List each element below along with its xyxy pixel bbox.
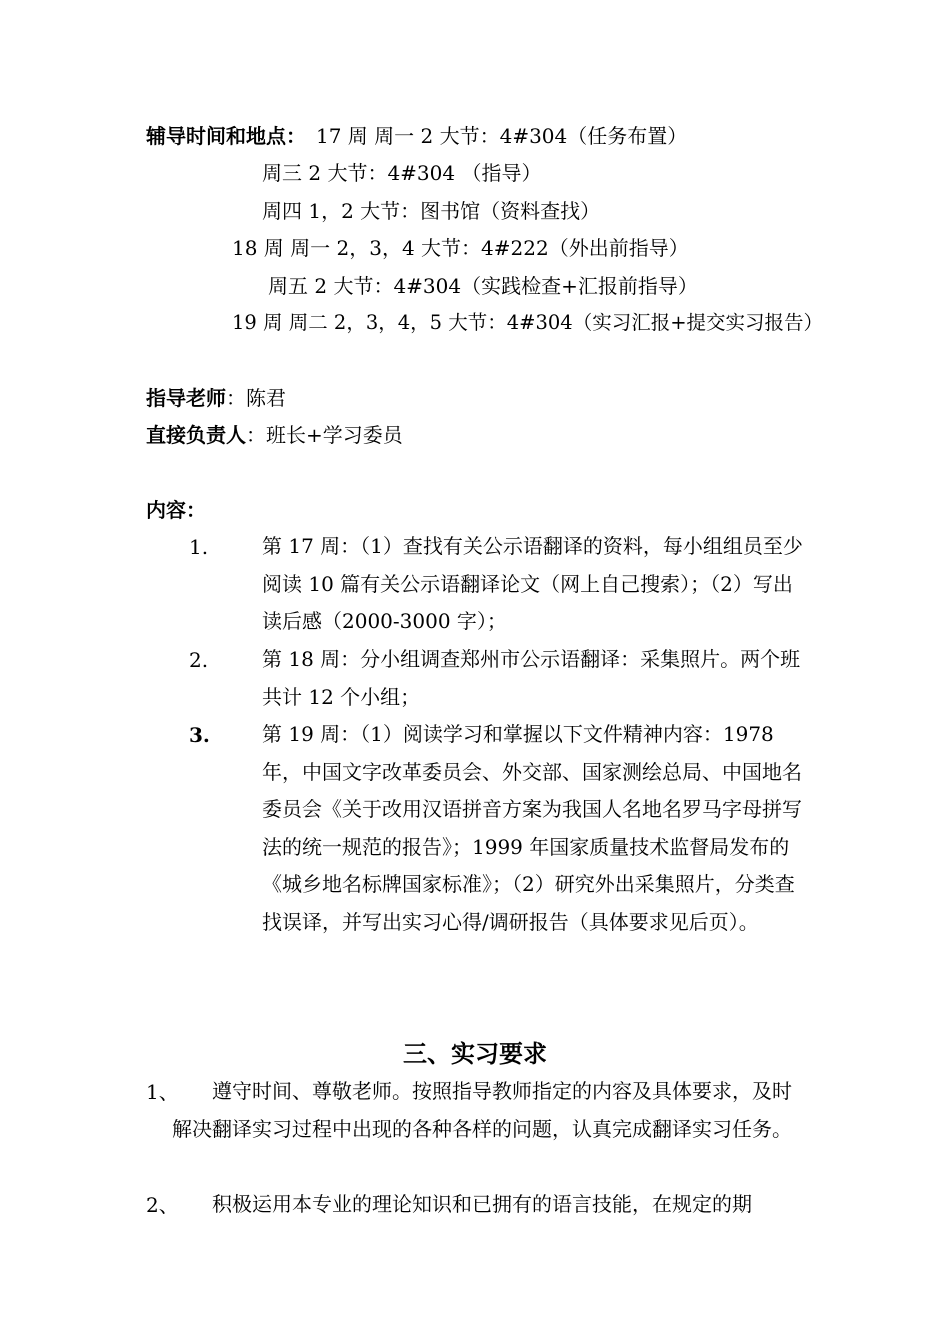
- content-item-number: 3.: [189, 723, 210, 747]
- schedule-line-4: 18 周 周一 2，3，4 大节：4#222（外出前指导）: [232, 236, 689, 260]
- requirement-text: 积极运用本专业的理论知识和已拥有的语言技能，在规定的期: [212, 1192, 752, 1216]
- requirement-text: 遵守时间、尊敬老师。按照指导教师指定的内容及具体要求，及时解决翻译实习过程中出现的各种各样的问题，认真完成翻译实习任务。: [172, 1079, 792, 1141]
- schedule-line-5: 周五 2 大节：4#304（实践检查+汇报前指导）: [268, 274, 698, 298]
- schedule-line-3: 周四 1，2 大节：图书馆（资料查找）: [262, 199, 601, 223]
- content-item-number: 1.: [189, 535, 209, 559]
- content-item-text: 第 19 周：（1）阅读学习和掌握以下文件精神内容：1978 年，中国文字改革委员会、外交部、国家测绘总局、中国地名委员会《关于改用汉语拼音方案为我国人名地名罗马字母拼写法的统一规范的报告》；1999 年国家质量技术监督局发布的《城乡地名标牌国家标准》；（2）研究外出采集照片，分类查找误译，并写出实习心得/调研报告（具体要求见后页）。: [262, 722, 802, 934]
- schedule-line-1: 17 周 周一 2 大节：4#304（任务布置）: [316, 124, 688, 148]
- content-label: 内容：: [146, 498, 206, 522]
- requirement-number: 2、: [146, 1193, 179, 1217]
- teacher-label: 指导老师: [146, 386, 226, 410]
- teacher-sep: ：: [226, 386, 246, 410]
- content-item-number: 2.: [189, 648, 209, 672]
- schedule-label: 辅导时间和地点：: [146, 124, 306, 148]
- teacher-value: 陈君: [246, 386, 286, 410]
- responsible-line: [146, 423, 403, 447]
- responsible-sep: ：: [246, 423, 266, 447]
- requirement-number: 1、: [146, 1080, 179, 1104]
- content-item-text: 第 17 周：（1）查找有关公示语翻译的资料，每小组组员至少阅读 10 篇有关公示语翻译论文（网上自己搜索）；（2）写出读后感（2000-3000 字）；: [262, 534, 803, 633]
- section-title: 三、实习要求: [403, 1039, 547, 1068]
- schedule-line-2: 周三 2 大节：4#304 （指导）: [262, 161, 542, 185]
- responsible-value: 班长+学习委员: [266, 423, 403, 447]
- schedule-line-6: 19 周 周二 2，3，4，5 大节：4#304（实习汇报+提交实习报告）: [232, 311, 824, 334]
- content-item-text: 第 18 周：分小组调查郑州市公示语翻译：采集照片。两个班共计 12 个小组；: [262, 647, 801, 709]
- teacher-line: [146, 386, 286, 410]
- responsible-label: 直接负责人: [146, 423, 246, 447]
